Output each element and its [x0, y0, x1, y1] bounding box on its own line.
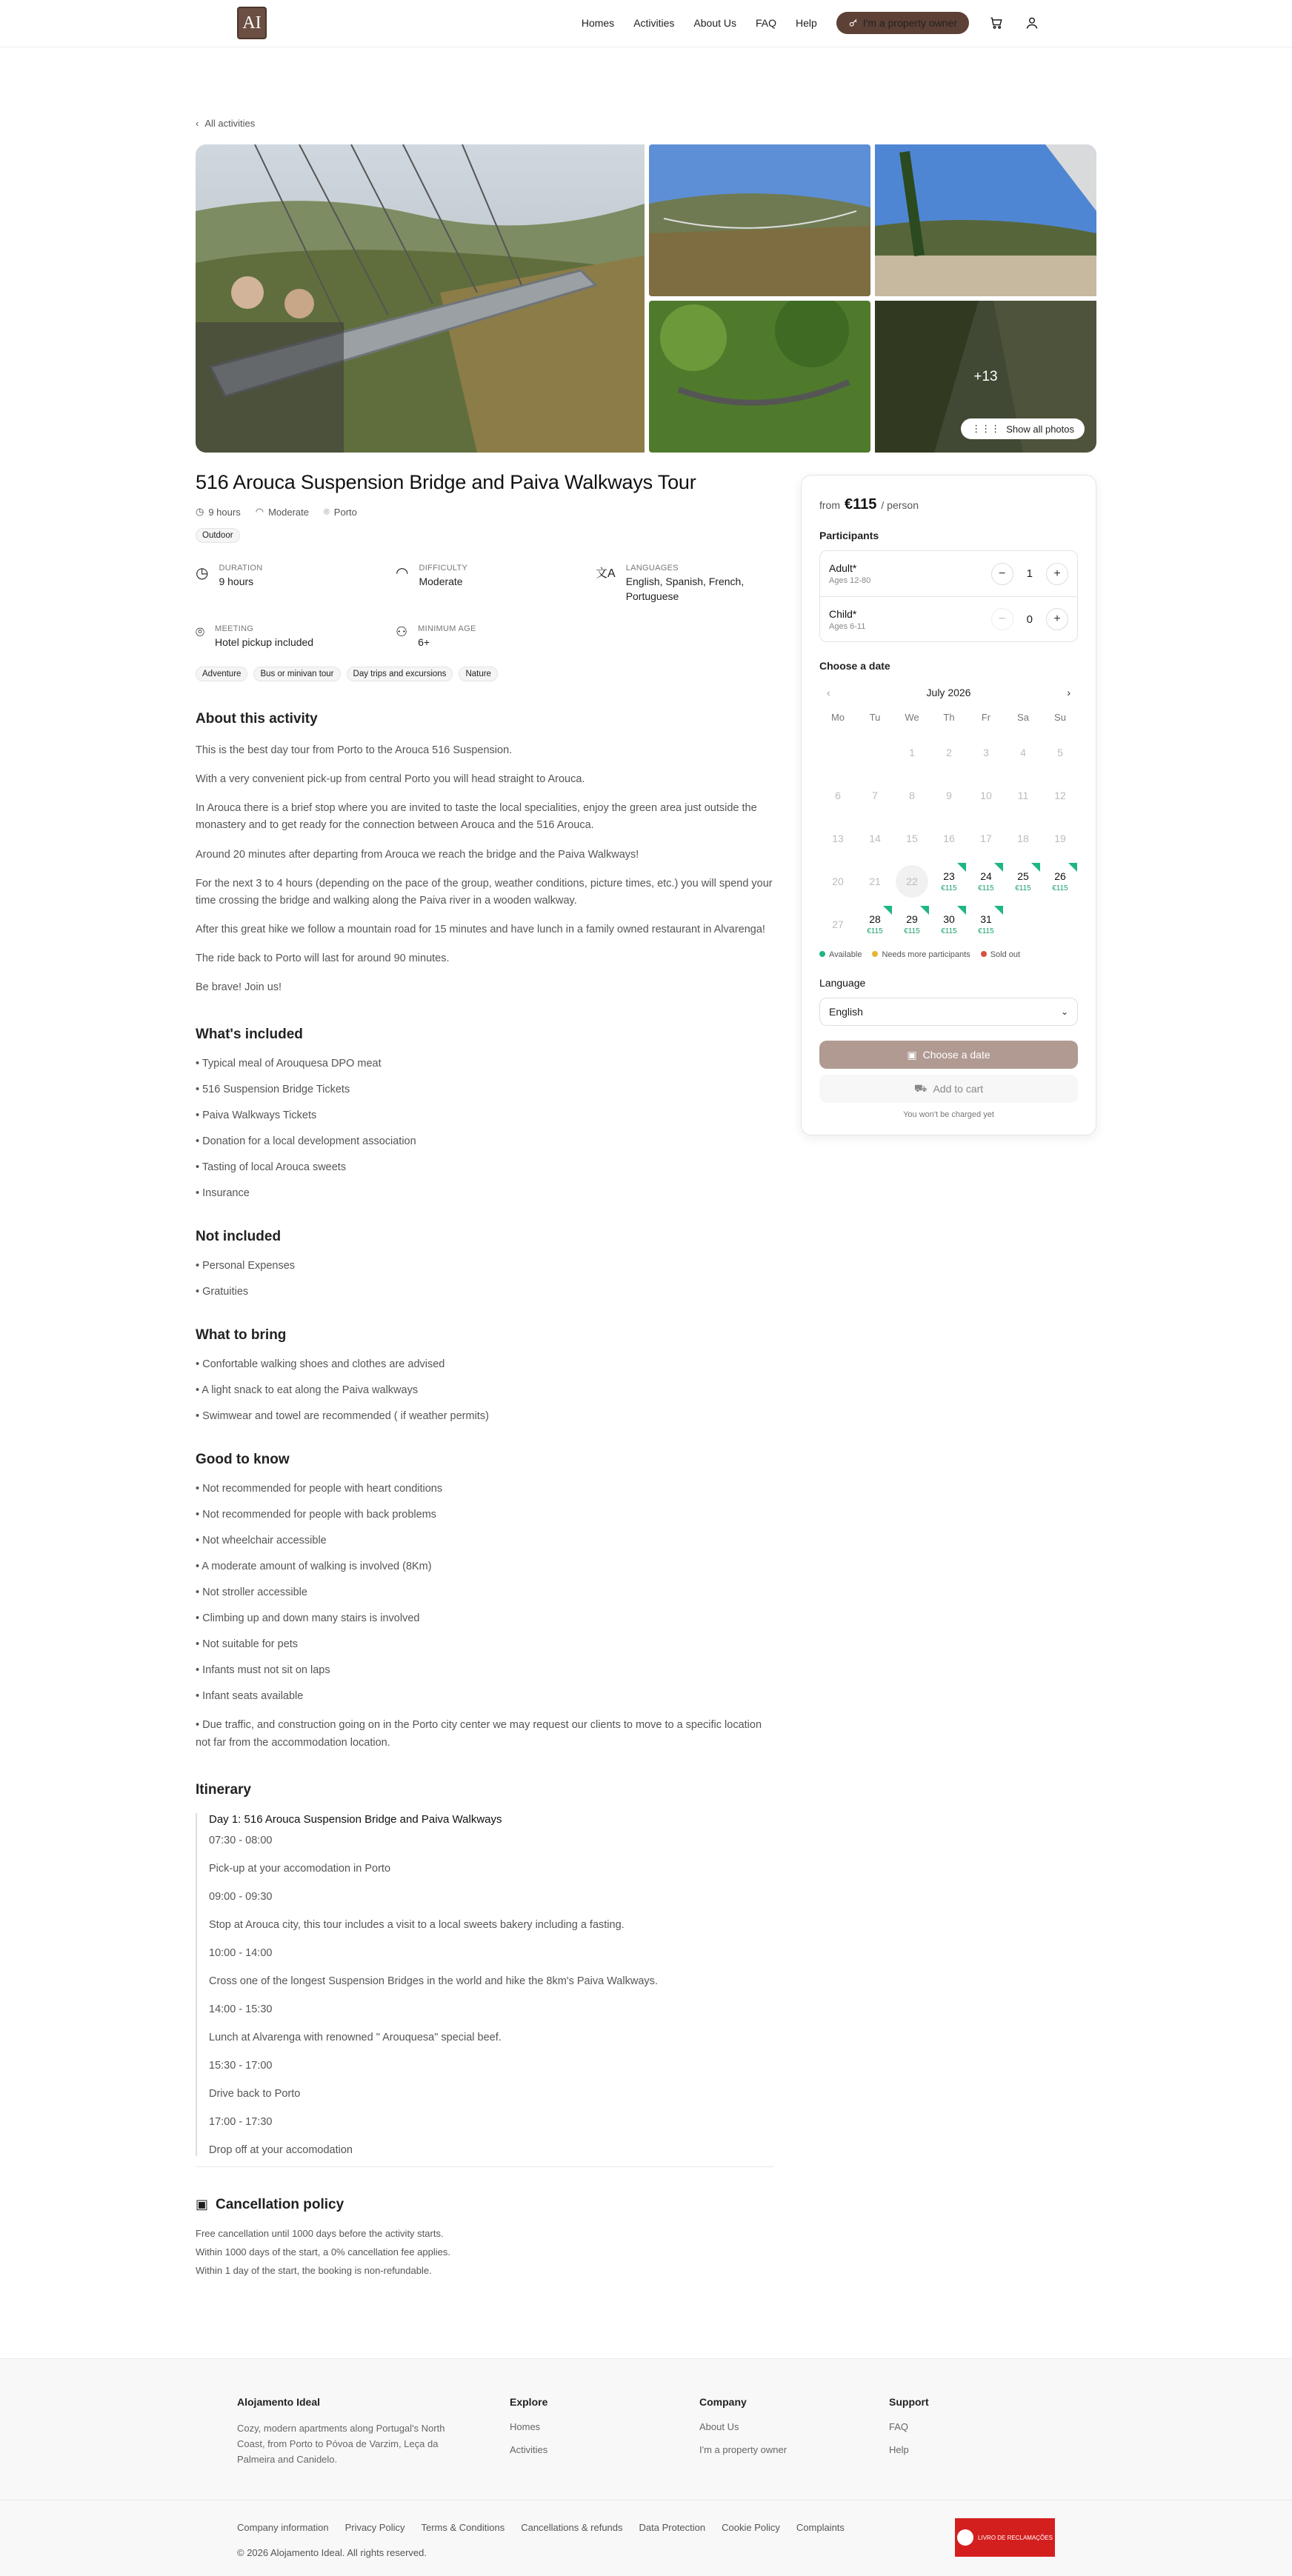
legend-label: Needs more participants: [882, 950, 970, 959]
itinerary-day-title: Day 1: 516 Arouca Suspension Bridge and Paiva Walkways: [209, 1812, 502, 1826]
fact-value: 9 hours: [219, 575, 254, 587]
cancellation-rule: Within 1 day of the start, the booking is non-refundable.: [196, 2264, 432, 2276]
calendar-day: [819, 903, 856, 946]
footer-brand: Alojamento Ideal: [237, 2396, 321, 2408]
day-number: 15: [906, 832, 918, 844]
day-price: €115: [941, 927, 957, 935]
fact-label: DIFFICULTY: [419, 564, 468, 573]
gallery-photo-main[interactable]: [196, 144, 645, 453]
day-number: 4: [1020, 747, 1026, 758]
cancellation-rule: Within 1000 days of the start, a 0% cancellation fee applies.: [196, 2246, 450, 2258]
footer-link[interactable]: About Us: [699, 2421, 739, 2432]
good-to-know-item: • Infant seats available: [196, 1689, 304, 1702]
fact-label: MEETING: [215, 624, 254, 634]
day-number: 18: [1017, 832, 1029, 844]
itinerary-day: [196, 1813, 773, 2156]
calendar-month: July 2026: [926, 687, 971, 698]
availability-flag: [883, 906, 892, 915]
availability-flag: [1068, 863, 1077, 872]
day-number: 23: [943, 870, 955, 882]
clock-icon: ◷: [196, 565, 209, 581]
meta-duration: [196, 506, 241, 518]
chevron-left-icon[interactable]: ‹: [827, 687, 830, 698]
about-heading: About this activity: [196, 710, 318, 727]
footer-heading: Company: [699, 2396, 747, 2408]
itinerary-time: 09:00 - 09:30: [209, 1890, 273, 1903]
day-number: 3: [983, 747, 989, 758]
day-number: 7: [872, 790, 878, 801]
footer-legal-links: [237, 2522, 845, 2533]
day-number: 8: [909, 790, 915, 801]
legal-link[interactable]: Cancellations & refunds: [521, 2522, 623, 2533]
fact-label: LANGUAGES: [625, 564, 679, 573]
good-to-know-heading: Good to know: [196, 1451, 290, 1467]
availability-flag: [920, 906, 929, 915]
calendar-day: [819, 817, 856, 860]
legal-link[interactable]: Company information: [237, 2522, 329, 2533]
fact-value: Moderate: [419, 575, 463, 587]
chevron-left-icon: ‹: [196, 118, 199, 129]
day-number: 13: [832, 832, 844, 844]
participant-name: Child*: [829, 607, 857, 620]
legal-link[interactable]: Data Protection: [639, 2522, 706, 2533]
bring-item: • A light snack to eat along the Paiva walkways: [196, 1384, 419, 1396]
calendar-day: [930, 774, 968, 817]
activity-title: 516 Arouca Suspension Bridge and Paiva Walkways Tour: [196, 471, 696, 493]
calendar-day: [1042, 774, 1079, 817]
price-from: from: [819, 499, 840, 511]
fact-difficulty: [396, 564, 596, 604]
itinerary-time: 07:30 - 08:00: [209, 1834, 273, 1846]
legal-link[interactable]: Cookie Policy: [722, 2522, 780, 2533]
calendar-day[interactable]: [1005, 860, 1042, 903]
not-included-heading: Not included: [196, 1228, 282, 1244]
footer-heading: Explore: [510, 2396, 548, 2408]
about-paragraph: The ride back to Porto will last for around 90 minutes.: [196, 952, 450, 965]
day-price: €115: [867, 927, 883, 935]
copyright: © 2026 Alojamento Ideal. All rights reserved.: [237, 2547, 427, 2558]
more-photos-count[interactable]: +13: [875, 301, 1096, 453]
child-plus-button[interactable]: +: [1046, 608, 1068, 630]
meta-location-text: Porto: [333, 506, 357, 518]
gauge-icon: ◠: [255, 506, 264, 517]
calendar-day[interactable]: [1042, 860, 1079, 903]
translate-icon: 文A: [596, 567, 616, 580]
user-icon[interactable]: [1024, 15, 1040, 31]
legal-link[interactable]: Terms & Conditions: [421, 2522, 505, 2533]
footer-description: Cozy, modern apartments along Portugal's North Coast, from Porto to Póvoa de Varzim, Leça da Palmeira and Canidelo.: [237, 2423, 445, 2465]
gallery-photo-5[interactable]: [875, 301, 1096, 453]
nav-help[interactable]: Help: [796, 17, 817, 29]
good-to-know-item: • Not recommended for people with heart conditions: [196, 1482, 443, 1495]
photo-gallery: [196, 144, 1096, 453]
day-number: 1: [909, 747, 915, 758]
about-paragraph: Be brave! Join us!: [196, 981, 282, 994]
gallery-photo-4[interactable]: [649, 301, 870, 453]
calendar-day: [819, 860, 856, 903]
adult-plus-button[interactable]: +: [1046, 563, 1068, 585]
availability-flag: [957, 863, 966, 872]
fact-value: 6+: [418, 636, 430, 649]
about-paragraph: After this great hike we follow a mountain road for 15 minutes and have lunch in a family owned restaurant in Alvarenga!: [196, 924, 765, 936]
good-to-know-item: • Not suitable for pets: [196, 1638, 299, 1650]
site-header: [0, 0, 1292, 47]
child-count: 0: [1026, 613, 1033, 626]
day-number: 6: [835, 790, 841, 801]
legal-link[interactable]: Privacy Policy: [344, 2522, 405, 2533]
good-to-know-item: • Not recommended for people with back problems: [196, 1508, 437, 1521]
meta-location: [324, 506, 357, 518]
adult-stepper: [991, 563, 1068, 585]
adult-minus-button[interactable]: −: [991, 563, 1013, 585]
weekday-label: Th: [943, 712, 955, 723]
calendar-empty: [1005, 903, 1042, 946]
language-value: English: [829, 1006, 863, 1018]
day-number: 17: [980, 832, 992, 844]
itinerary-step: Drive back to Porto: [209, 2087, 301, 2100]
good-to-know-item: • A moderate amount of walking is involved (8Km): [196, 1560, 432, 1572]
included-item: • Insurance: [196, 1187, 250, 1199]
back-link[interactable]: [196, 118, 255, 129]
availability-flag: [994, 863, 1003, 872]
calendar-day: [1042, 817, 1079, 860]
calendar-day: [1005, 774, 1042, 817]
meta-difficulty-text: Moderate: [268, 506, 309, 518]
day-number: 24: [980, 870, 992, 882]
day-price: €115: [941, 884, 957, 892]
calendar-icon: ▣: [907, 1048, 917, 1061]
day-number: 26: [1054, 870, 1066, 882]
day-number: 14: [869, 832, 881, 844]
property-owner-button[interactable]: [836, 12, 969, 34]
fact-label: DURATION: [219, 564, 263, 573]
nav-activities[interactable]: Activities: [633, 17, 675, 29]
calendar-day: [856, 860, 893, 903]
footer-link[interactable]: FAQ: [889, 2421, 909, 2432]
footer-link[interactable]: Activities: [510, 2444, 548, 2455]
day-number: 5: [1057, 747, 1063, 758]
calendar-day: [856, 817, 893, 860]
cancellation-heading: Cancellation policy: [216, 2196, 344, 2212]
about-paragraph: In Arouca there is a brief stop where you are invited to taste the local specialities, enjoy the green area just outside the monastery and to get ready for the connection between Arouca and the 516 Arouca.: [196, 802, 757, 832]
day-number: 30: [943, 913, 955, 925]
calendar-day: [1005, 731, 1042, 774]
itinerary-step: Pick-up at your accomodation in Porto: [209, 1862, 391, 1875]
show-all-photos-button[interactable]: [961, 418, 1085, 439]
adult-count: 1: [1026, 567, 1033, 580]
page-main: [0, 47, 1292, 2558]
price-value: €115: [845, 496, 877, 513]
itinerary-heading: Itinerary: [196, 1781, 251, 1798]
footer-support-col: [889, 2396, 929, 2467]
price-line: [819, 496, 1078, 513]
footer-link[interactable]: Homes: [510, 2421, 541, 2432]
availability-flag: [994, 906, 1003, 915]
choose-date-label: Choose a date: [819, 660, 890, 672]
calendar-header: [819, 687, 1078, 698]
calendar-legend: [819, 950, 1078, 959]
calendar-icon: ▣: [196, 2197, 209, 2212]
back-link-label: All activities: [204, 118, 256, 129]
availability-flag: [957, 906, 966, 915]
calendar-day[interactable]: [930, 903, 968, 946]
calendar-day: [896, 865, 928, 898]
bring-heading: What to bring: [196, 1327, 287, 1343]
property-owner-label: I'm a property owner: [862, 17, 957, 29]
included-heading: What's included: [196, 1026, 303, 1042]
legend-label: Available: [829, 950, 862, 959]
activity-details: [196, 471, 773, 2283]
legend-available: [819, 950, 862, 959]
legend-label: Sold out: [990, 950, 1021, 959]
itinerary-step: Lunch at Alvarenga with renowned " Arouquesa" special beef.: [209, 2031, 502, 2043]
key-icon: [848, 18, 859, 28]
gallery-photo-3[interactable]: [875, 144, 1096, 296]
good-to-know-section: [196, 1452, 773, 1752]
day-number: 12: [1054, 790, 1066, 801]
itinerary-time: 10:00 - 14:00: [209, 1946, 273, 1959]
day-number: 31: [980, 913, 992, 925]
calendar-empty: [1042, 903, 1079, 946]
complaints-book-badge[interactable]: [955, 2518, 1055, 2557]
participants-label: Participants: [819, 530, 879, 541]
site-footer: [0, 2358, 1292, 2576]
not-included-section: [196, 1229, 773, 1298]
gallery-photo-2[interactable]: [649, 144, 870, 296]
calendar-day[interactable]: [968, 860, 1005, 903]
calendar-day: [893, 774, 930, 817]
calendar-empty: [819, 731, 856, 774]
footer-brand-col: [237, 2396, 474, 2467]
footer-link[interactable]: Help: [889, 2444, 909, 2455]
day-price: €115: [1052, 884, 1068, 892]
calendar-day: [968, 774, 1005, 817]
about-paragraph: This is the best day tour from Porto to the Arouca 516 Suspension.: [196, 744, 513, 756]
pin-icon: ⌾: [196, 624, 204, 641]
about-paragraph: With a very convenient pick-up from central Porto you will head straight to Arouca.: [196, 773, 585, 785]
child-stepper: [991, 608, 1068, 630]
participant-ages: Ages 12-80: [829, 576, 871, 585]
fact-meeting: [196, 624, 396, 650]
footer-explore-col: [510, 2396, 547, 2467]
itinerary-section: [196, 1782, 773, 2167]
fact-value: English, Spanish, French, Portuguese: [625, 575, 745, 602]
nav-faq[interactable]: FAQ: [756, 17, 777, 29]
pin-icon: ⌾: [323, 506, 330, 517]
fact-value: Hotel pickup included: [215, 636, 314, 649]
day-number: 29: [906, 913, 918, 925]
calendar-day: [1042, 731, 1079, 774]
good-to-know-item: • Not stroller accessible: [196, 1586, 307, 1598]
day-price: €115: [978, 927, 994, 935]
complaints-book-logo: [957, 2529, 973, 2546]
divider: [196, 2166, 773, 2167]
participant-name: Adult*: [829, 562, 857, 574]
day-number: 19: [1054, 832, 1066, 844]
add-to-cart-button[interactable]: [819, 1075, 1078, 1103]
gauge-icon: ◠: [396, 565, 409, 581]
calendar-grid: [819, 712, 1078, 946]
weekday-label: Mo: [830, 712, 845, 723]
good-to-know-item: • Infants must not sit on laps: [196, 1664, 330, 1676]
bring-item: • Swimwear and towel are recommended ( if weather permits): [196, 1409, 489, 1422]
booking-card: [801, 475, 1096, 1135]
included-item: • 516 Suspension Bridge Tickets: [196, 1083, 350, 1095]
day-number: 2: [946, 747, 952, 758]
chevron-right-icon[interactable]: ›: [1067, 687, 1070, 698]
footer-company-col: [699, 2396, 787, 2467]
participant-ages: Ages 6-11: [829, 621, 866, 631]
choose-date-button[interactable]: [819, 1041, 1078, 1069]
calendar-day: [893, 817, 930, 860]
included-item: • Paiva Walkways Tickets: [196, 1109, 317, 1121]
day-number: 9: [946, 790, 952, 801]
day-price: €115: [904, 927, 920, 935]
main-nav: [582, 12, 1040, 34]
included-item: • Typical meal of Arouquesa DPO meat: [196, 1057, 382, 1070]
weekday-label: Sa: [1017, 712, 1029, 723]
calendar-day: [930, 817, 968, 860]
fact-minimum-age: [396, 624, 596, 650]
cart-icon: ⛟: [913, 1081, 928, 1094]
footer-link[interactable]: I'm a property owner: [699, 2444, 787, 2455]
language-label: Language: [819, 977, 866, 989]
activity-facts: [196, 564, 773, 650]
calendar-day: [1005, 817, 1042, 860]
meta-duration-text: 9 hours: [208, 506, 241, 518]
included-section: [196, 1027, 773, 1199]
charge-note: You won't be charged yet: [903, 1110, 994, 1119]
fact-languages: [596, 564, 773, 604]
itinerary-step: Drop off at your accomodation: [209, 2143, 353, 2156]
itinerary-step: Stop at Arouca city, this tour includes a visit to a local sweets bakery including a fasting.: [209, 1918, 625, 1931]
calendar-day: [968, 731, 1005, 774]
day-number: 28: [869, 913, 881, 925]
about-section: [196, 711, 773, 997]
activity-meta: [196, 506, 773, 518]
calendar-day: [930, 731, 968, 774]
legend-sold-out: [981, 950, 1020, 959]
tag-chip: Day trips and excursions: [347, 667, 453, 681]
footer-heading: Support: [889, 2396, 929, 2408]
bring-item: • Confortable walking shoes and clothes are advised: [196, 1358, 445, 1370]
complaints-book-label: LIVRO DE RECLAMAÇÕES: [978, 2534, 1053, 2541]
add-to-cart-label: Add to cart: [933, 1083, 984, 1095]
participant-adult: [820, 551, 1077, 596]
grid-icon: ⋮⋮⋮: [971, 423, 1001, 434]
cancellation-rule: Free cancellation until 1000 days before the activity starts.: [196, 2227, 444, 2239]
calendar-day[interactable]: [856, 903, 893, 946]
tag-chip: Adventure: [196, 667, 247, 681]
good-to-know-item: • Due traffic, and construction going on in the Porto city center we may request our clients to move to a specific location not far from the accommodation location.: [196, 1718, 762, 1749]
day-number: 11: [1017, 790, 1029, 801]
legal-link[interactable]: Complaints: [796, 2522, 845, 2533]
included-item: • Donation for a local development association: [196, 1135, 416, 1147]
calendar-day[interactable]: [968, 903, 1005, 946]
activity-tags: [196, 667, 773, 681]
choose-date-button-label: Choose a date: [922, 1049, 990, 1061]
fact-label: MINIMUM AGE: [418, 624, 476, 634]
calendar-day: [856, 774, 893, 817]
price-per: / person: [881, 499, 919, 511]
participants-box: [819, 550, 1078, 642]
tag-chip: Nature: [459, 667, 498, 681]
people-icon: ⚇: [396, 624, 408, 640]
child-minus-button[interactable]: −: [991, 608, 1013, 630]
legend-needs-more: [872, 950, 970, 959]
day-number: 20: [832, 875, 844, 887]
participant-child: [820, 596, 1077, 641]
not-included-item: • Gratuities: [196, 1285, 249, 1298]
calendar-day: [893, 731, 930, 774]
weekday-label: Fr: [981, 712, 991, 723]
cart-icon[interactable]: [988, 15, 1005, 31]
day-number: 16: [943, 832, 955, 844]
nav-homes[interactable]: Homes: [581, 17, 615, 29]
not-included-item: • Personal Expenses: [196, 1259, 296, 1272]
calendar-day: [819, 774, 856, 817]
fact-duration: [196, 564, 396, 604]
weekday-label: Su: [1054, 712, 1066, 723]
clock-icon: ◷: [196, 506, 204, 517]
about-paragraph: Around 20 minutes after departing from Arouca we reach the bridge and the Paiva Walkways!: [196, 848, 639, 861]
cancellation-section: [196, 2197, 773, 2276]
calendar-day[interactable]: [930, 860, 968, 903]
site-logo[interactable]: AI: [237, 7, 267, 39]
itinerary-step: Cross one of the longest Suspension Bridges in the world and hike the 8km's Paiva Walkways.: [209, 1975, 658, 1987]
bring-section: [196, 1327, 773, 1422]
itinerary-time: 15:30 - 17:00: [209, 2059, 273, 2072]
tag-chip: Bus or minivan tour: [253, 667, 340, 681]
good-to-know-item: • Climbing up and down many stairs is involved: [196, 1612, 420, 1624]
calendar-empty: [856, 731, 893, 774]
day-number: 22: [906, 875, 918, 887]
day-price: €115: [1015, 884, 1031, 892]
category-chip: Outdoor: [196, 528, 240, 543]
meta-difficulty: [256, 506, 309, 518]
day-number: 25: [1017, 870, 1029, 882]
day-number: 21: [869, 875, 881, 887]
good-to-know-item: • Not wheelchair accessible: [196, 1534, 327, 1546]
chevron-down-icon: ⌄: [1060, 1007, 1068, 1017]
day-price: €115: [978, 884, 994, 892]
calendar-day: [968, 817, 1005, 860]
itinerary-time: 17:00 - 17:30: [209, 2115, 273, 2128]
day-number: 10: [980, 790, 992, 801]
nav-about-us[interactable]: About Us: [693, 17, 737, 29]
availability-flag: [1031, 863, 1040, 872]
weekday-label: Tu: [869, 712, 881, 723]
calendar-day[interactable]: [893, 903, 930, 946]
included-item: • Tasting of local Arouca sweets: [196, 1161, 347, 1173]
show-all-photos-label: Show all photos: [1006, 423, 1074, 435]
about-paragraph: For the next 3 to 4 hours (depending on the pace of the group, weather conditions, picture times, etc.) you will spend your time crossing the bridge and walking along the Paiva river in a wooden walkway.: [196, 877, 773, 907]
itinerary-time: 14:00 - 15:30: [209, 2003, 273, 2015]
weekday-label: We: [905, 712, 919, 723]
language-select[interactable]: [819, 998, 1078, 1026]
day-number: 27: [832, 918, 844, 930]
